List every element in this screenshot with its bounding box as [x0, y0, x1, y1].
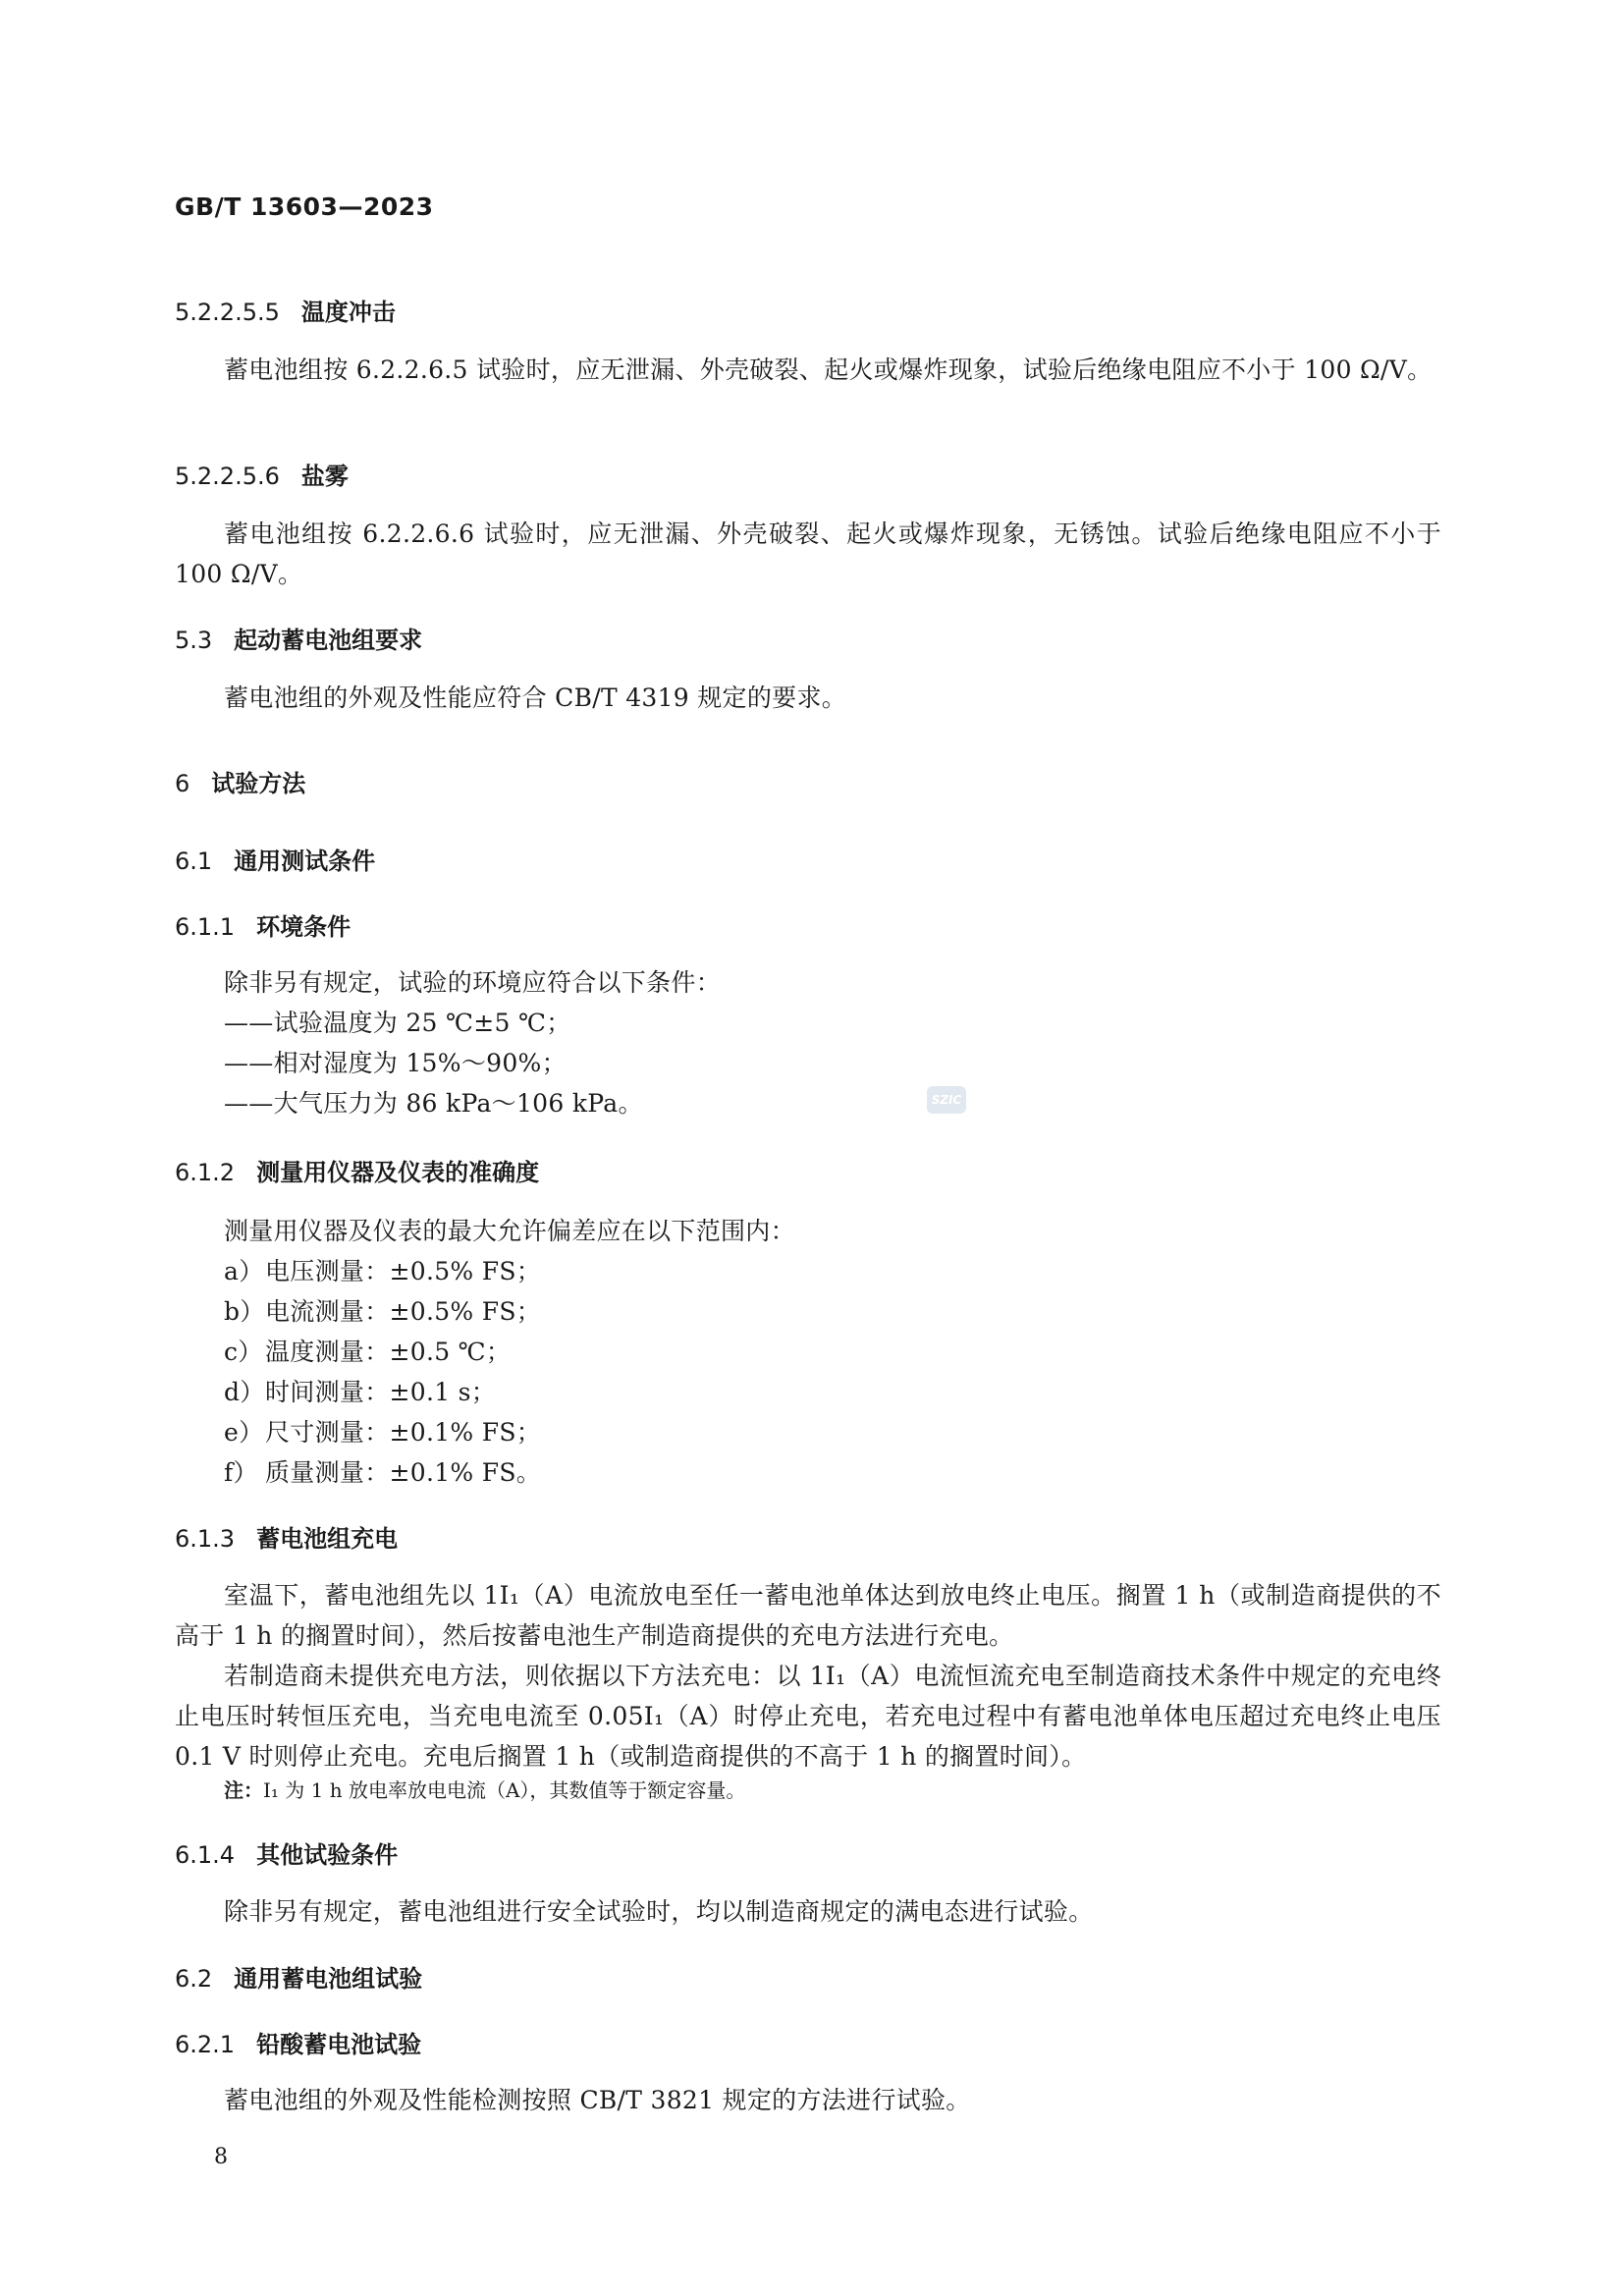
heading-6-1-1 [175, 907, 351, 942]
heading-number: 6.2 [175, 1965, 213, 1993]
paragraph-starting-battery: 蓄电池组的外观及性能应符合 CB/T 4319 规定的要求。 [224, 683, 847, 712]
list-item: ——大气压力为 86 kPa～106 kPa。 [224, 1089, 643, 1118]
heading-title: 通用测试条件 [234, 847, 376, 875]
standard-code: GB/T 13603—2023 [175, 192, 434, 221]
paragraph-temperature-shock: 蓄电池组按 6.2.2.6.5 试验时，应无泄漏、外壳破裂、起火或爆炸现象，试验后绝缘电阻应不小于 100 Ω/V。 [224, 355, 1433, 384]
list-marker: a） [224, 1257, 264, 1285]
list-text: 尺寸测量：±0.1% FS； [265, 1418, 542, 1447]
paragraph-charging-2: 若制造商未提供充电方法，则依据以下方法充电：以 1I₁（A）电流恒流充电至制造商技术条件中规定的充电终止电压时转恒压充电，当充电电流至 0.05I₁（A）时停止充电，若充电过程中有蓄电池单体电压超过充电终止电压 0.1 V 时则停止充电。充电后搁置 1 h（或制造商提供的不高于 1 h 的搁置时间）。 [175, 1662, 1441, 1771]
note-label: 注： [224, 1778, 263, 1802]
heading-number: 6.1 [175, 847, 213, 875]
heading-title: 盐雾 [300, 463, 349, 490]
note [224, 1776, 745, 1805]
heading-number: 6.2.1 [175, 2031, 236, 2058]
heading-title: 温度冲击 [300, 299, 396, 326]
heading-number: 6 [175, 770, 190, 797]
list-item [224, 1291, 541, 1332]
heading-5-2-2-5-6 [175, 457, 349, 491]
list-item [224, 1332, 511, 1372]
heading-title: 环境条件 [256, 913, 352, 941]
list-marker: b） [224, 1297, 265, 1326]
heading-6-1 [175, 842, 375, 876]
heading-number: 6.1.1 [175, 913, 236, 941]
heading-title: 铅酸蓄电池试验 [256, 2031, 422, 2058]
heading-number: 6.1.2 [175, 1159, 236, 1186]
heading-number: 5.2.2.5.5 [175, 299, 280, 326]
note-text: I₁ 为 1 h 放电率放电电流（A），其数值等于额定容量。 [263, 1778, 746, 1802]
list-marker: c） [224, 1338, 263, 1366]
list-text: 电压测量：±0.5% FS； [265, 1257, 542, 1285]
paragraph-lead-acid-test: 蓄电池组的外观及性能检测按照 CB/T 3821 规定的方法进行试验。 [224, 2086, 971, 2114]
list-item: ——试验温度为 25 ℃±5 ℃； [224, 1009, 571, 1037]
paragraph-charging-1: 室温下，蓄电池组先以 1I₁（A）电流放电至任一蓄电池单体达到放电终止电压。搁置 1 h（或制造商提供的不高于 1 h 的搁置时间），然后按蓄电池生产制造商提供的充电方法进行充电。 [175, 1581, 1441, 1650]
heading-title: 其他试验条件 [256, 1841, 399, 1869]
list-text: 电流测量：±0.5% FS； [265, 1297, 542, 1326]
heading-6-2 [175, 1959, 422, 1994]
heading-title: 起动蓄电池组要求 [234, 627, 423, 654]
list-text: 质量测量：±0.1% FS。 [265, 1458, 542, 1487]
heading-5-2-2-5-5 [175, 293, 396, 327]
list-marker: e） [224, 1418, 264, 1447]
page-number: 8 [214, 2145, 228, 2169]
paragraph-other-conditions: 除非另有规定，蓄电池组进行安全试验时，均以制造商规定的满电态进行试验。 [224, 1897, 1094, 1926]
list-item [224, 1372, 496, 1412]
paragraph-salt-spray: 蓄电池组按 6.2.2.6.6 试验时，应无泄漏、外壳破裂、起火或爆炸现象，无锈蚀。试验后绝缘电阻应不小于 100 Ω/V。 [175, 519, 1441, 588]
accuracy-intro: 测量用仪器及仪表的最大允许偏差应在以下范围内： [224, 1217, 795, 1245]
list-item: ——相对湿度为 15%～90%； [224, 1049, 567, 1077]
heading-number: 6.1.4 [175, 1841, 236, 1869]
heading-title: 蓄电池组充电 [256, 1525, 399, 1553]
list-item [224, 1452, 541, 1493]
heading-6-2-1 [175, 2025, 421, 2059]
heading-number: 5.2.2.5.6 [175, 463, 280, 490]
heading-title: 通用蓄电池组试验 [234, 1965, 423, 1993]
list-marker: d） [224, 1378, 265, 1406]
heading-5-3 [175, 621, 422, 655]
list-text: 时间测量：±0.1 s； [265, 1378, 497, 1406]
list-item [224, 1251, 541, 1291]
heading-title: 测量用仪器及仪表的准确度 [256, 1159, 540, 1186]
heading-number: 5.3 [175, 627, 213, 654]
environment-intro: 除非另有规定，试验的环境应符合以下条件： [224, 968, 722, 997]
watermark-logo: SZIC [927, 1086, 966, 1114]
heading-6-1-2 [175, 1153, 539, 1187]
heading-6-1-3 [175, 1519, 398, 1554]
list-item [224, 1412, 541, 1452]
heading-title: 试验方法 [211, 770, 306, 797]
heading-6-1-4 [175, 1835, 398, 1870]
list-marker: f） [224, 1458, 258, 1487]
list-text: 温度测量：±0.5 ℃； [265, 1338, 512, 1366]
heading-number: 6.1.3 [175, 1525, 236, 1553]
heading-6 [175, 764, 305, 798]
